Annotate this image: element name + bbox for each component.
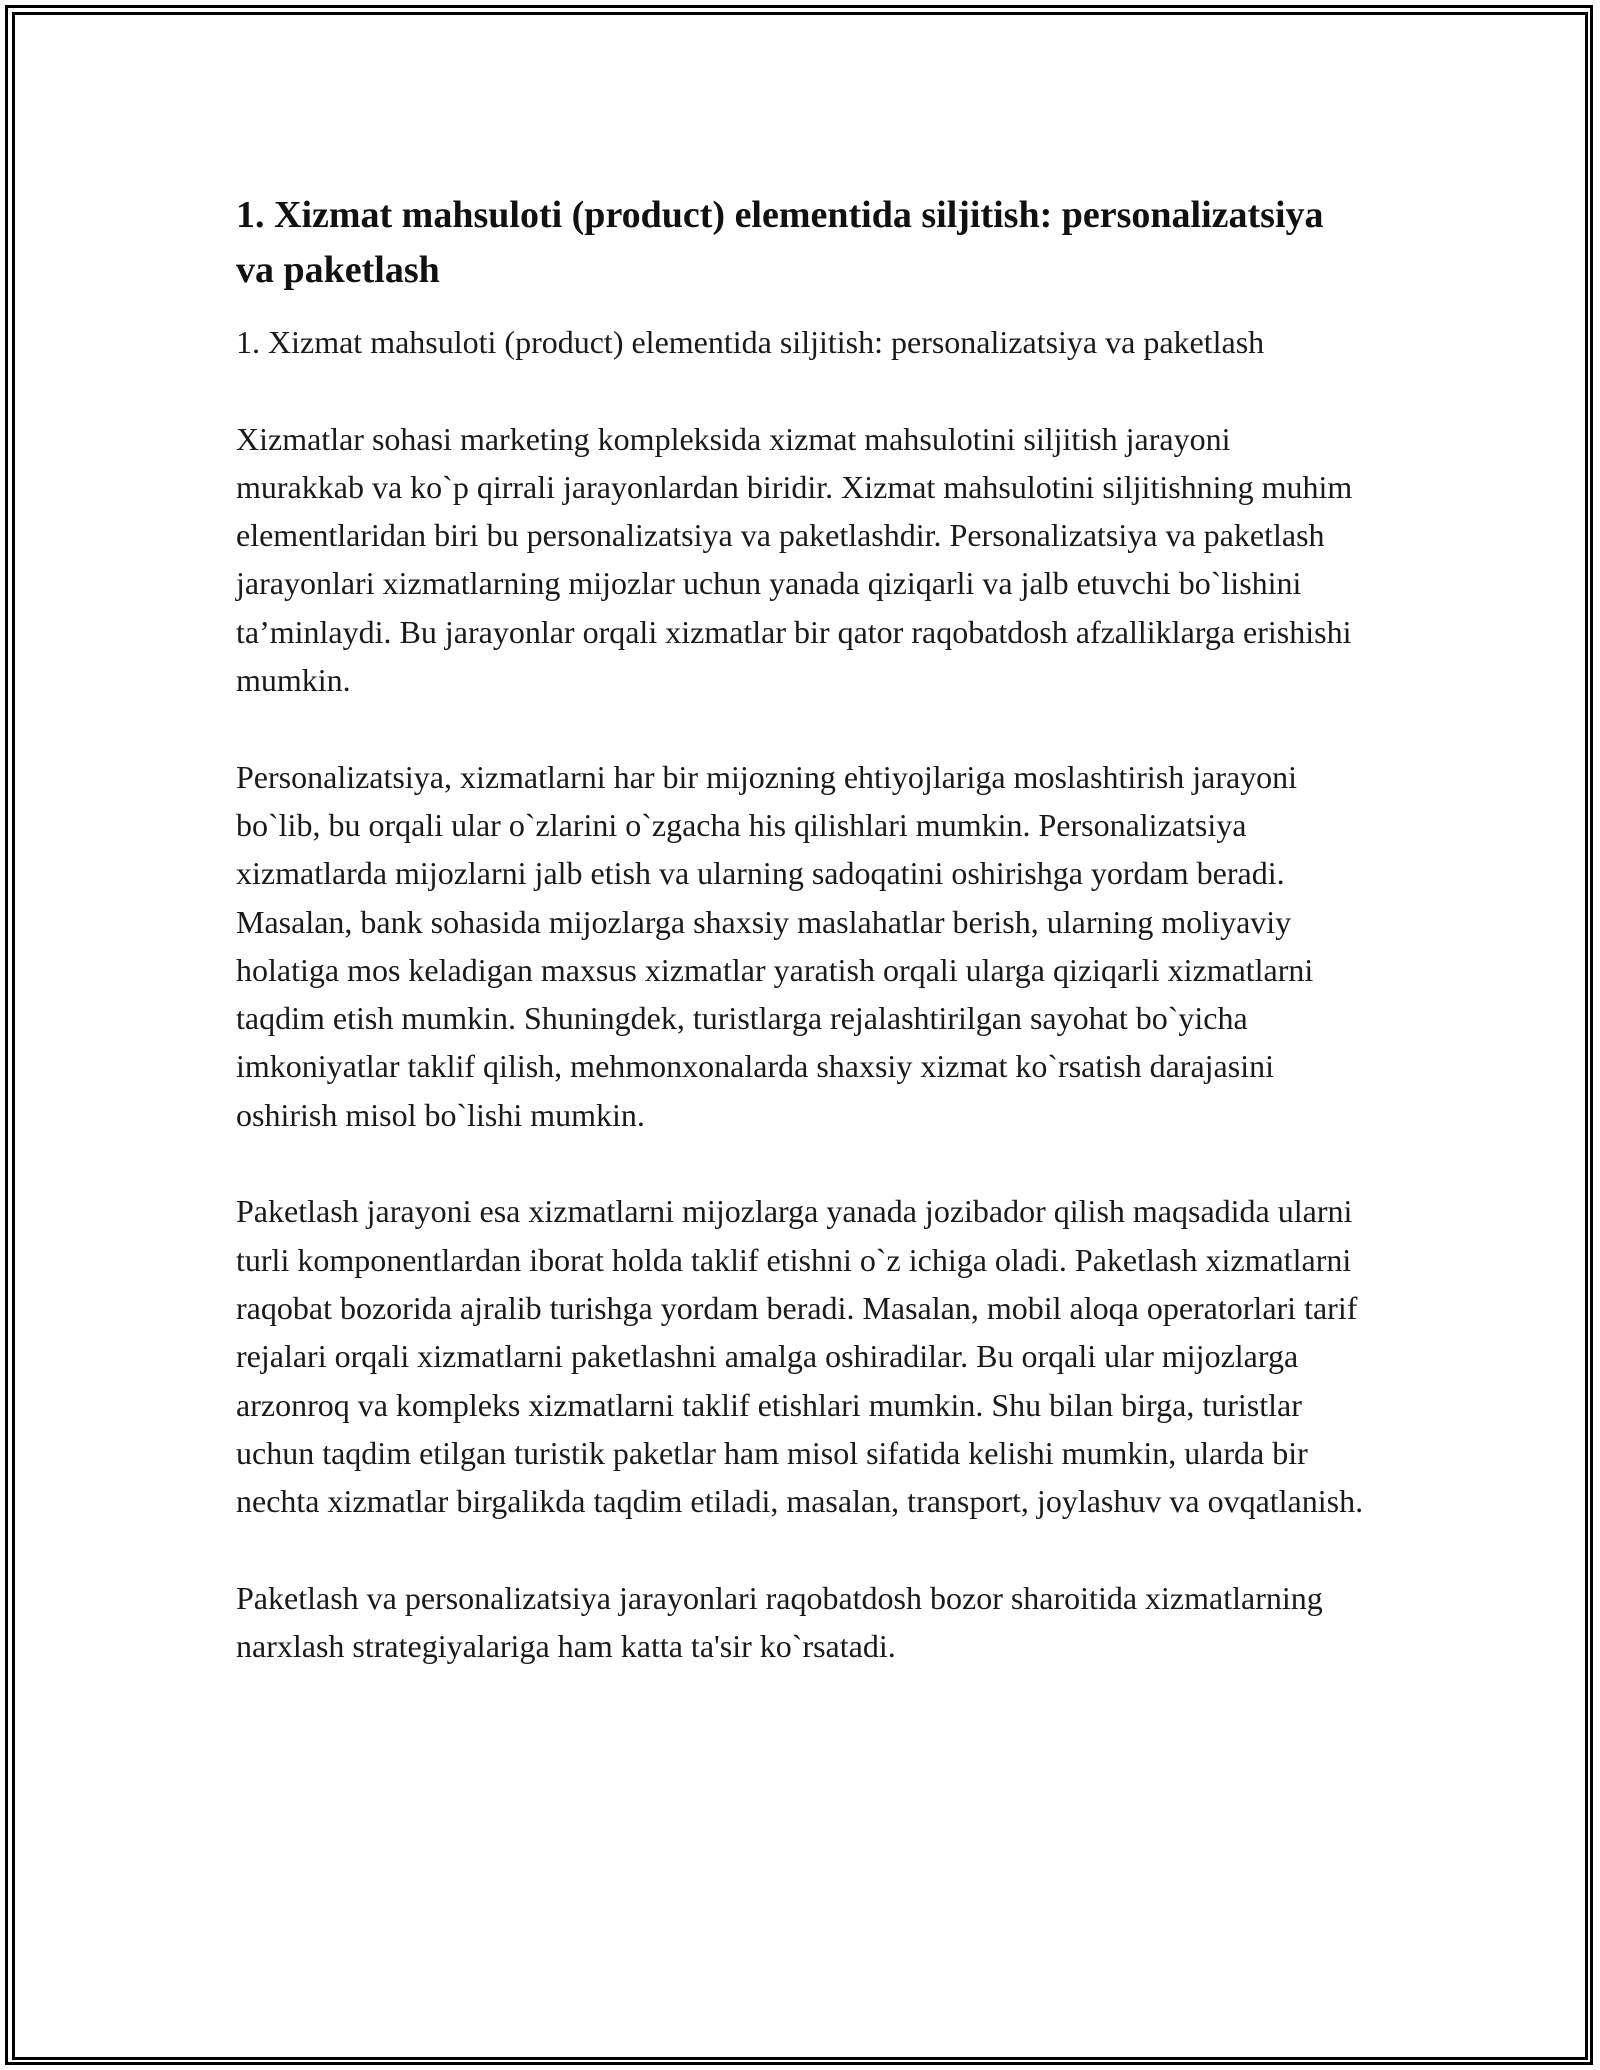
paragraph-intro: Xizmatlar sohasi marketing kompleksida xizmat mahsulotini siljitish jarayoni murakkab va ko`p qirrali jarayonlardan biridir. Xizmat mahsulotini siljitishning muhim elementlaridan biri bu personalizatsiya va paketlashdir. Personalizatsiya va paketlash jarayonlari xizmatlarning mijozlar uchun yanada qiziqarli va jalb etuvchi bo`lishini ta’minlaydi. Bu jarayonlar orqali xizmatlar bir qator raqobatdosh afzalliklarga erishishi mumkin. [236, 420, 1353, 699]
document-title: 1. Xizmat mahsuloti (product) elementida siljitish: personalizatsiya va paketlash [236, 194, 1324, 291]
paragraph-conclusion: Paketlash va personalizatsiya jarayonlari raqobatdosh bozor sharoitida xizmatlarning narxlash strategiyalariga ham katta ta'sir ko`rsatadi. [236, 1579, 1323, 1665]
paragraph-personalization: Personalizatsiya, xizmatlarni har bir mijozning ehtiyojlariga moslashtirish jarayoni bo`lib, bu orqali ular o`zlarini o`zgacha his qilishlari mumkin. Personalizatsiya xizmatlarda mijozlarni jalb etish va ularning sadoqatini oshirishga yordam beradi. Masalan, bank sohasida mijozlarga shaxsiy maslahatlar berish, ularning moliyaviy holatiga mos keladigan maxsus xizmatlar yaratish orqali ularga qiziqarli xizmatlarni taqdim etish mumkin. Shuningdek, turistlarga rejalashtirilgan sayohat bo`yicha imkoniyatlar taklif qilish, mehmonxonalarda shaxsiy xizmat ko`rsatish darajasini oshirish misol bo`lishi mumkin. [236, 758, 1314, 1133]
document-body [236, 188, 1366, 1719]
paragraph-heading-repeat: 1. Xizmat mahsuloti (product) elementida siljitish: personalizatsiya va paketlash [236, 324, 1265, 360]
paragraph-packaging: Paketlash jarayoni esa xizmatlarni mijozlarga yanada jozibador qilish maqsadida ularni turli komponentlardan iborat holda taklif etishni o`z ichiga oladi. Paketlash xizmatlarni raqobat bozorida ajralib turishga yordam beradi. Masalan, mobil aloqa operatorlari tarif rejalari orqali xizmatlarni paketlashni amalga oshiradilar. Bu orqali ular mijozlarga arzonroq va kompleks xizmatlarni taklif etishlari mumkin. Shu bilan birga, turistlar uchun taqdim etilgan turistik paketlar ham misol sifatida kelishi mumkin, ularda bir nechta xizmatlar birgalikda taqdim etiladi, masalan, transport, joylashuv va ovqatlanish. [236, 1193, 1364, 1520]
